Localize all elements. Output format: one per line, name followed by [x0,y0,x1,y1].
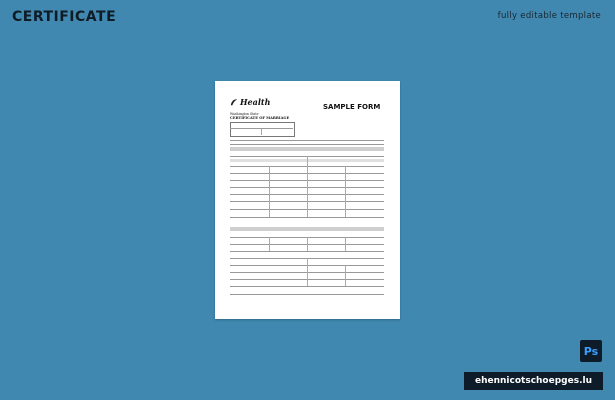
site-watermark [464,372,603,390]
form-row [230,286,384,287]
site-watermark-text: ehennicotschoepges.lu [475,376,592,386]
divider [345,265,346,286]
divider [345,237,346,251]
certificate-title: CERTIFICATE OF MARRIAGE [230,116,290,120]
logo-wordmark: Health [240,97,271,107]
photoshop-label: Ps [583,344,599,358]
form-heading: SAMPLE FORM [323,103,381,111]
divider [307,237,308,251]
divider [230,140,384,141]
divider [261,128,262,135]
divider [307,258,308,286]
divider [345,166,346,217]
divider [307,156,308,217]
form-row [230,251,384,252]
page-title: CERTIFICATE [12,9,117,25]
license-box [230,122,295,137]
section-band [230,147,384,151]
state-line: Washington State [230,112,259,116]
photoshop-icon [580,340,602,362]
divider [269,166,270,217]
divider [269,237,270,251]
form-row [230,294,384,295]
divider [230,144,384,145]
health-logo-icon [230,98,238,106]
section-band [230,227,384,231]
certificate-preview [215,81,400,319]
divider [230,128,293,129]
form-row [230,217,384,218]
page-subtitle: fully editable template [497,11,601,21]
health-logo [230,97,270,107]
